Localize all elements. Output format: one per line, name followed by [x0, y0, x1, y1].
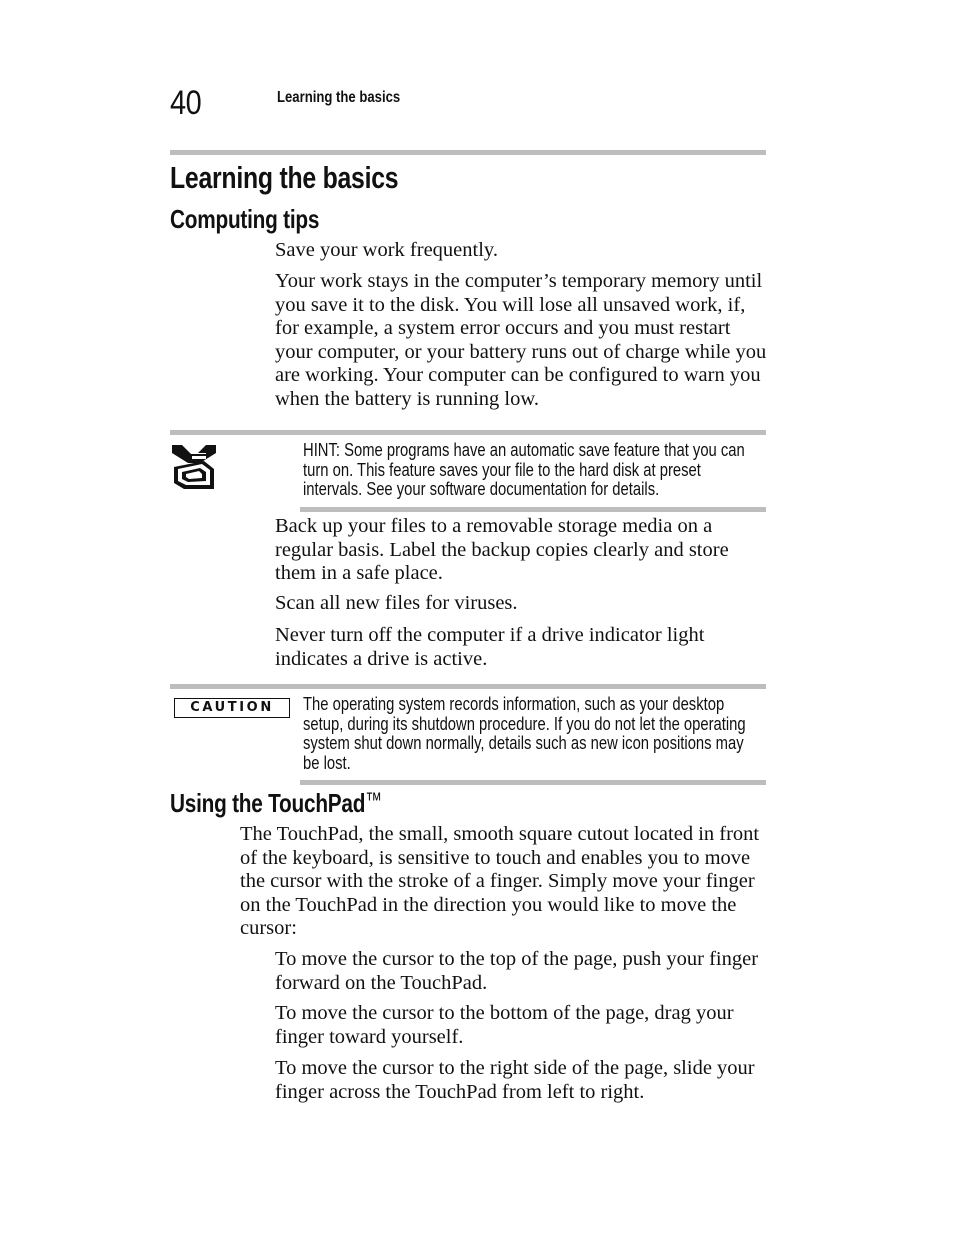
section-heading-computing-tips: Computing tips	[170, 204, 320, 234]
trademark-symbol: ™	[365, 789, 382, 812]
caution-badge: CAUTION	[174, 698, 290, 718]
tip-save-work-detail: Your work stays in the computer’s temporary memory until you save it to the disk. You will lose all unsaved work, if, for example, a system error occurs and you must restart your computer, or your battery runs out of charge while you are working. Your computer can be configured to warn you when the battery is running low.	[275, 270, 767, 410]
hint-text: HINT: Some programs have an automatic save feature that you can turn on. This feature saves your file to the hard disk at preset intervals. See your software documentation for details.	[303, 439, 745, 499]
list-item: To move the cursor to the right side of the page, slide your finger across the TouchPad from left to right.	[275, 1057, 755, 1103]
header-rule	[170, 150, 766, 155]
hint-bottom-rule	[300, 507, 766, 512]
tip-drive-light: Never turn off the computer if a drive indicator light indicates a drive is active.	[275, 624, 705, 670]
section-heading-touchpad-text: Using the TouchPad	[170, 788, 366, 818]
section-heading-touchpad	[170, 788, 382, 819]
list-item: To move the cursor to the bottom of the page, drag your finger toward yourself.	[275, 1002, 734, 1048]
tip-scan-viruses: Scan all new files for viruses.	[275, 592, 518, 614]
chapter-title: Learning the basics	[170, 160, 399, 195]
caution-top-rule	[170, 684, 766, 689]
caution-text: The operating system records information, such as your desktop setup, during its shutdown procedure. If you do not let the operating system shut down normally, details such as new icon positions may be lost.	[303, 693, 746, 773]
tip-save-work: Save your work frequently.	[275, 239, 498, 261]
list-item: To move the cursor to the top of the page, push your finger forward on the TouchPad.	[275, 948, 759, 994]
hint-icon	[170, 443, 218, 496]
touchpad-intro: The TouchPad, the small, smooth square cutout located in front of the keyboard, is sensitive to touch and enables you to move the cursor with the stroke of a finger. Simply move your finger on the TouchPad in the direction you would like to move the cursor:	[240, 823, 760, 939]
hint-top-rule	[170, 430, 766, 435]
running-header-title: Learning the basics	[277, 89, 401, 106]
page-number: 40	[170, 84, 202, 122]
tip-backup: Back up your files to a removable storage media on a regular basis. Label the backup copies clearly and store them in a safe place.	[275, 515, 729, 584]
caution-bottom-rule	[300, 780, 766, 785]
